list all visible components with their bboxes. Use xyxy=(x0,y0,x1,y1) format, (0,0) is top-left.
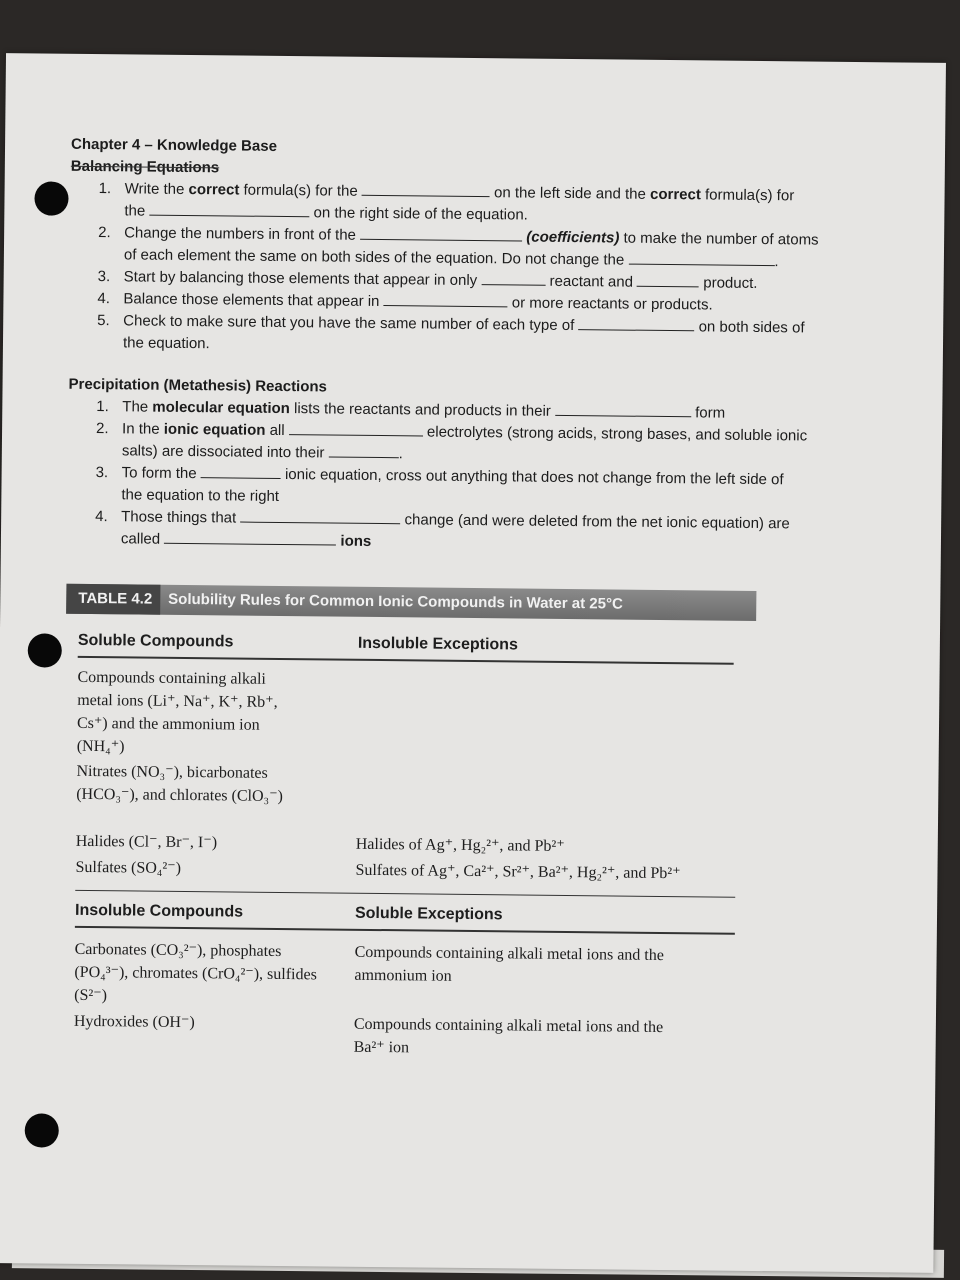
answer-blank[interactable] xyxy=(164,529,336,546)
answer-blank[interactable] xyxy=(360,225,522,242)
table-rule xyxy=(75,926,735,935)
chapter-title: Chapter 4 – Knowledge Base xyxy=(70,135,278,155)
item-text: Check to make sure that you have the same number of each type of xyxy=(123,312,579,335)
answer-blank[interactable] xyxy=(578,315,694,331)
soluble-row-3-compound: Halides (Cl⁻, Br⁻, I⁻) xyxy=(75,832,218,852)
soluble-compounds-header: Soluble Compounds xyxy=(77,631,234,651)
answer-blank[interactable] xyxy=(628,250,774,267)
answer-blank[interactable] xyxy=(201,463,281,479)
item-number: 1. xyxy=(98,180,112,198)
item-text: lists the reactants and products in their xyxy=(289,400,556,420)
item-text: The xyxy=(122,398,153,416)
item-number: 5. xyxy=(97,312,110,330)
soluble-row-4-compound: Sulfates (SO₄²⁻) xyxy=(75,858,182,877)
section-heading-precipitation: Precipitation (Metathesis) Reactions xyxy=(68,375,328,396)
section-heading-balancing: Balancing Equations xyxy=(70,157,220,177)
item-number: 2. xyxy=(96,420,109,438)
item-text: salts) are dissociated into their xyxy=(121,442,329,462)
balancing-item-5 xyxy=(69,310,869,362)
item-text: called xyxy=(120,530,165,548)
item-text: To form the xyxy=(121,464,201,483)
punch-hole xyxy=(34,181,68,215)
answer-blank[interactable] xyxy=(637,272,699,288)
answer-blank[interactable] xyxy=(289,420,423,436)
answer-blank[interactable] xyxy=(329,442,399,458)
item-text: ions xyxy=(336,532,372,550)
item-text: or more reactants or products. xyxy=(507,294,713,314)
item-text: Start by balancing those elements that appear in only xyxy=(123,268,482,290)
item-text: on both sides of xyxy=(694,318,805,337)
answer-blank[interactable] xyxy=(149,201,309,218)
soluble-row-4-exception: Sulfates of Ag⁺, Ca²⁺, Sr²⁺, Ba²⁺, Hg₂²⁺, and Pb²⁺ xyxy=(355,861,681,883)
table-title: Solubility Rules for Common Ionic Compounds in Water at 25°C xyxy=(168,590,623,613)
item-text: Balance those elements that appear in xyxy=(123,290,384,311)
precipitation-section xyxy=(67,374,869,558)
item-number: 4. xyxy=(95,508,108,526)
item-text: product. xyxy=(699,274,758,292)
item-text: to make the number of atoms xyxy=(619,229,819,249)
soluble-row-1-compound: Compounds containing alkali metal ions (Li⁺, Na⁺, K⁺, Rb⁺, Cs⁺) and the ammonium ion (NH₄⁺) xyxy=(76,668,278,756)
item-text: electrolytes (strong acids, strong bases, and soluble ionic xyxy=(422,423,808,445)
item-emphasis: correct xyxy=(649,185,701,204)
balancing-section xyxy=(69,134,871,362)
item-text: Those things that xyxy=(121,508,241,527)
precipitation-item-4 xyxy=(67,506,867,558)
item-emphasis: ionic equation xyxy=(163,420,266,439)
item-number: 2. xyxy=(98,224,111,242)
answer-blank[interactable] xyxy=(481,270,545,286)
answer-blank[interactable] xyxy=(240,508,400,525)
insoluble-row-1-compound: Carbonates (CO₃²⁻), phosphates (PO₄³⁻), chromates (CrO₄²⁻), sulfides (S²⁻) xyxy=(74,940,317,1005)
item-text: Write the xyxy=(124,180,189,198)
punch-hole xyxy=(28,633,62,667)
table-tag: TABLE 4.2 xyxy=(66,584,160,615)
insoluble-row-2-exception: Compounds containing alkali metal ions and the Ba²⁺ ion xyxy=(353,1015,664,1057)
item-number: 4. xyxy=(97,290,111,308)
answer-blank[interactable] xyxy=(555,401,691,417)
answer-blank[interactable] xyxy=(362,181,490,197)
item-text: all xyxy=(265,421,289,440)
item-text: change (and were deleted from the net ionic equation) are xyxy=(400,511,790,533)
insoluble-exceptions-header: Insoluble Exceptions xyxy=(357,634,518,654)
item-text: the xyxy=(124,202,150,220)
soluble-exceptions-header: Soluble Exceptions xyxy=(354,904,503,924)
item-text: reactant and xyxy=(545,272,638,291)
item-number: 3. xyxy=(97,268,111,286)
insoluble-row-2-compound: Hydroxides (OH⁻) xyxy=(73,1012,195,1032)
answer-blank[interactable] xyxy=(384,291,508,307)
punch-hole xyxy=(25,1113,59,1147)
item-emphasis: (coefficients) xyxy=(526,228,620,247)
item-emphasis: molecular equation xyxy=(152,398,290,418)
item-number: 3. xyxy=(95,464,109,482)
insoluble-compounds-header: Insoluble Compounds xyxy=(74,901,244,921)
item-text: the equation to the right xyxy=(121,486,280,505)
item-text: formula(s) for the xyxy=(239,181,363,200)
item-text: In the xyxy=(122,420,164,438)
table-banner xyxy=(66,584,756,621)
item-number: 1. xyxy=(96,398,109,416)
item-text: of each element the same on both sides of the equation. Do not change the xyxy=(123,246,629,269)
item-text: form xyxy=(690,404,726,422)
table-rule xyxy=(75,890,735,898)
balancing-item-2: 2. Change the numbers in front of the (coefficients) to make the number of atoms of each element the same on both sides of the equation. Do not change the . xyxy=(98,224,819,271)
item-text: ionic equation, cross out anything that does not change from the left side of xyxy=(280,465,784,489)
item-text: on the left side and the xyxy=(489,184,651,203)
item-text: on the right side of the equation. xyxy=(309,204,528,224)
insoluble-row-1-exception: Compounds containing alkali metal ions and the ammonium ion xyxy=(354,943,664,985)
soluble-row-3-exception: Halides of Ag⁺, Hg₂²⁺, and Pb²⁺ xyxy=(355,835,565,855)
soluble-row-2-compound: Nitrates (NO₃⁻), bicarbonates (HCO₃⁻), and chlorates (ClO₃⁻) xyxy=(76,762,284,806)
precipitation-item-2: 2. In the ionic equation all electrolytes (strong acids, strong bases, and soluble ionic salts) are dissociated into their . xyxy=(96,420,808,463)
item-text: the equation. xyxy=(122,334,210,353)
item-text: formula(s) for xyxy=(700,186,795,205)
worksheet-page xyxy=(0,53,946,1273)
item-text: Change the numbers in front of the xyxy=(124,224,361,244)
item-emphasis: correct xyxy=(188,180,240,199)
table-rule xyxy=(78,656,734,665)
